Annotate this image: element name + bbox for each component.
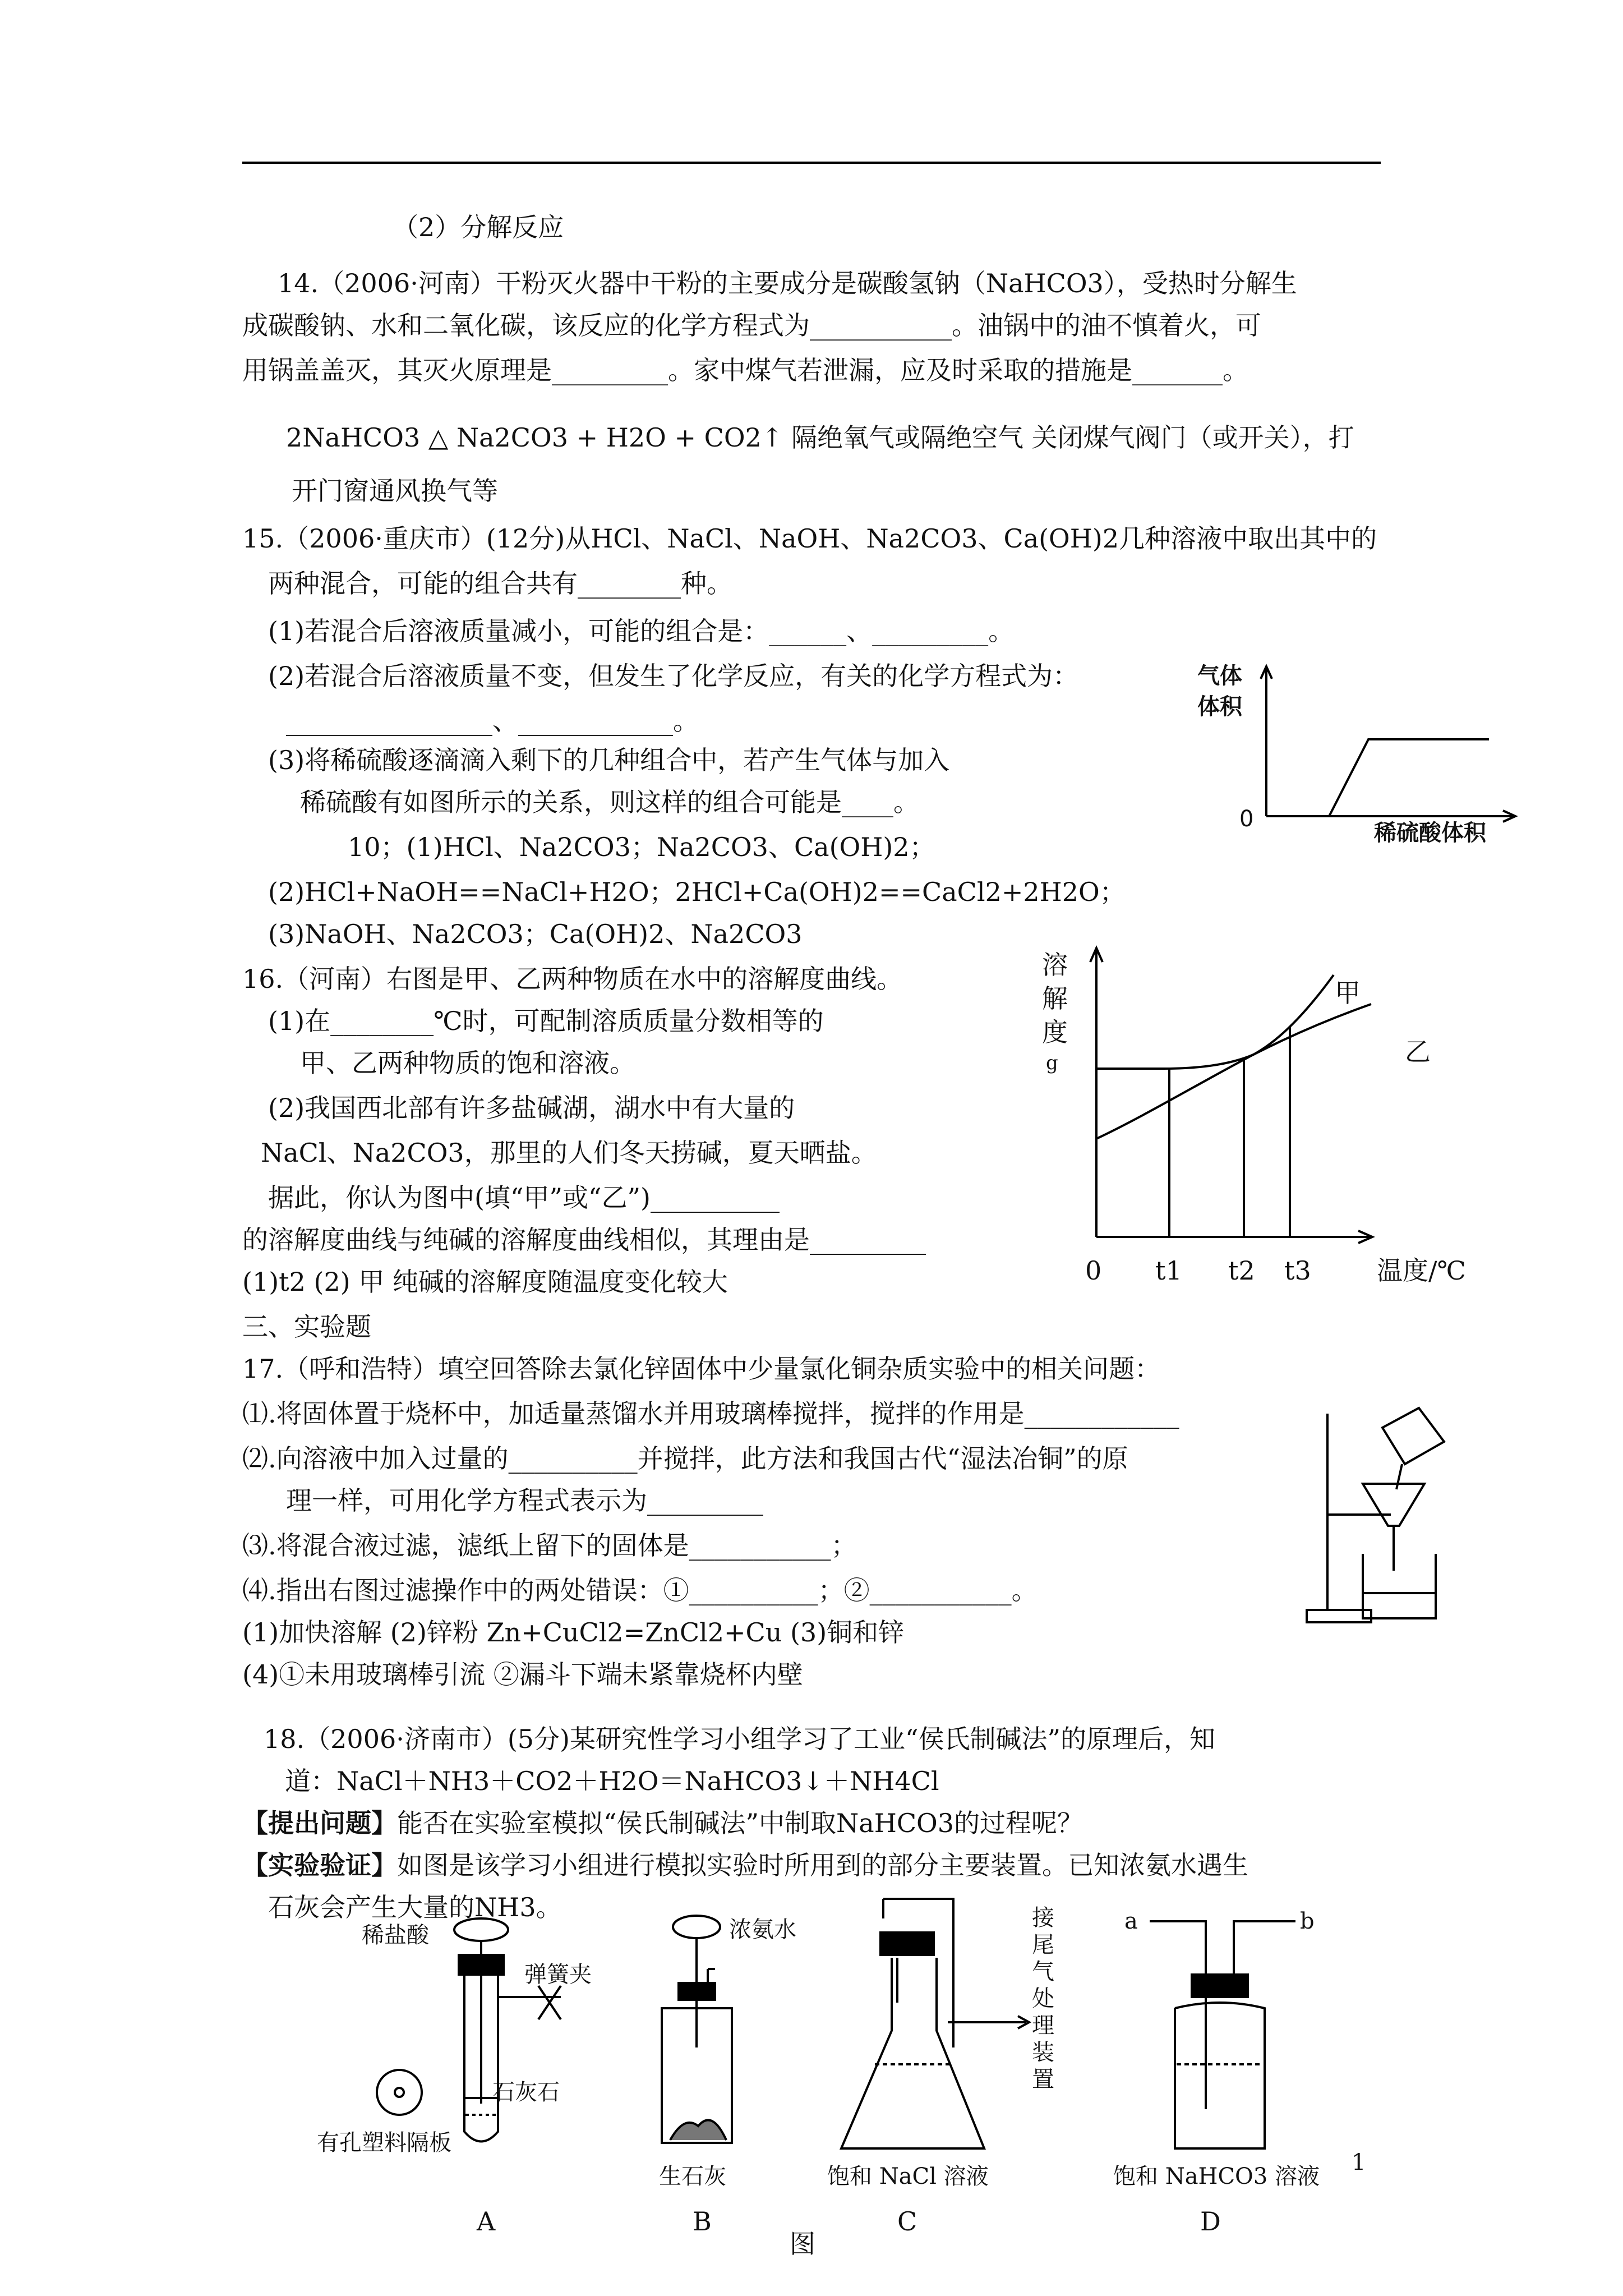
q17-line-1: 17.（呼和浩特）填空回答除去氯化锌固体中少量氯化铜杂质实验中的相关问题： <box>242 1354 1161 1384</box>
b-ammonia-label: 浓氨水 <box>729 1917 796 1943</box>
q16-line-1: 16.（河南）右图是甲、乙两种物质在水中的溶解度曲线。 <box>242 964 903 994</box>
apparatus-d <box>1150 1921 1295 2148</box>
b-stopper <box>679 1983 715 2000</box>
funnel <box>1363 1484 1424 1526</box>
beaker <box>1363 1554 1436 1618</box>
gas-volume-graph <box>1261 666 1515 822</box>
page-number: 1 <box>1352 2150 1366 2175</box>
q18-line-2: 道：NaCl＋NH3＋CO2＋H2O＝NaHCO3↓＋NH4Cl <box>285 1766 939 1796</box>
stand-base <box>1307 1610 1371 1622</box>
q16-line-6: 据此，你认为图中(填“甲”或“乙”)__________ <box>268 1182 780 1213</box>
q15-line-1: 15.（2006·重庆市）(12分)从HCl、NaCl、NaOH、Na2CO3、Ca(OH)2几种溶液中取出其中的 <box>242 523 1377 554</box>
apparatus-b <box>662 1916 732 2143</box>
graph16-xlabel: 温度/℃ <box>1377 1255 1466 1286</box>
q17-answer-1: (1)加快溶解 (2)锌粉 Zn+CuCl2=ZnCl2+Cu (3)铜和锌 <box>242 1617 905 1648</box>
q16-line-7: 的溶解度曲线与纯碱的溶解度曲线相似，其理由是_________ <box>242 1225 926 1255</box>
q18-tag-experiment: 【实验验证】 <box>242 1850 397 1880</box>
figure-caption: 图 <box>790 2229 815 2259</box>
d-tube-b <box>1234 1921 1295 1975</box>
curve-yi <box>1096 1004 1371 1139</box>
apparatus-c <box>841 1899 1029 2148</box>
q18-text-experiment: 如图是该学习小组进行模拟实验时所用到的部分主要装置。已知浓氨水遇生 <box>397 1850 1248 1880</box>
curve-jia-label: 甲 <box>1335 978 1361 1008</box>
graph16-origin: 0 <box>1085 1255 1102 1286</box>
q18-line-4 <box>242 1848 1248 1882</box>
d-a-label: a <box>1124 1908 1138 1934</box>
c-tail-2: 尾 <box>1032 1932 1054 1958</box>
curve-yi-label: 乙 <box>1405 1037 1431 1067</box>
q16-answer-1: (1)t2 (2) 甲 纯碱的溶解度随温度变化较大 <box>242 1267 728 1297</box>
a-clip-label: 弹簧夹 <box>524 1962 592 1987</box>
q15-line-3: (1)若混合后溶液质量减小，可能的组合是：______、_________。 <box>268 616 1015 646</box>
a-plate-hole <box>395 2088 404 2097</box>
graph16-ylabel-3: 度 <box>1042 1017 1068 1047</box>
q15-answer-1: 10；(1)HCl、Na2CO3；Na2CO3、Ca(OH)2； <box>348 832 935 862</box>
c-tail-7: 置 <box>1032 2067 1054 2092</box>
q16-line-5: NaCl、Na2CO3，那里的人们冬天捞碱，夏天晒盐。 <box>261 1138 877 1168</box>
graph15-ylabel-1: 气体 <box>1197 663 1242 689</box>
q17-line-6: ⑷.指出右图过滤操作中的两处错误：①__________；②___________。 <box>242 1575 1038 1605</box>
label-d: D <box>1200 2206 1221 2237</box>
q17-line-2: ⑴.将固体置于烧杯中，加适量蒸馏水并用玻璃棒搅拌，搅拌的作用是____________ <box>242 1398 1179 1429</box>
graph16-t1: t1 <box>1155 1255 1182 1286</box>
solubility-graph <box>1090 948 1372 1243</box>
graph15-curve <box>1329 739 1489 816</box>
d-solution-label: 饱和 NaHCO3 溶液 <box>1113 2164 1320 2189</box>
q18-tag-question: 【提出问题】 <box>242 1808 397 1838</box>
q14-line-3: 用锅盖盖灭，其灭火原理是_________。家中煤气若泄漏，应及时采取的措施是_______。 <box>242 355 1248 385</box>
q15-answer-2: (2)HCl+NaOH==NaCl+H2O；2HCl+Ca(OH)2==CaCl2+2H2O； <box>268 877 1126 907</box>
graph16-t2: t2 <box>1228 1255 1255 1286</box>
a-acid-label: 稀盐酸 <box>362 1922 429 1948</box>
q16-line-4: (2)我国西北部有许多盐碱湖，湖水中有大量的 <box>268 1093 795 1123</box>
graph15-ylabel-2: 体积 <box>1197 694 1242 720</box>
q17-answer-2: (4)①未用玻璃棒引流 ②漏斗下端未紧靠烧杯内壁 <box>242 1659 803 1690</box>
b-lime <box>670 2120 726 2140</box>
q15-line-6: (3)将稀硫酸逐滴滴入剩下的几种组合中，若产生气体与加入 <box>268 745 950 775</box>
a-stopper <box>459 1955 504 1975</box>
q18-line-5: 石灰会产生大量的NH3。 <box>268 1892 562 1922</box>
b-funnel-bulb <box>673 1916 720 1938</box>
graph15-xlabel: 稀硫酸体积 <box>1374 820 1486 846</box>
d-stopper <box>1192 1975 1248 1997</box>
label-a: A <box>477 2206 496 2237</box>
label-c: C <box>897 2206 917 2237</box>
c-solution-label: 饱和 NaCl 溶液 <box>827 2164 989 2189</box>
graph16-ylabel-1: 溶 <box>1042 950 1068 980</box>
q14-answer-1: 2NaHCO3 △ Na2CO3 + H2O + CO2↑ 隔绝氧气或隔绝空气 关闭煤气阀门（或开关），打 <box>286 422 1354 453</box>
d-bottle <box>1175 2003 1265 2148</box>
a-plate-detail <box>377 2070 422 2115</box>
q15-line-4: (2)若混合后溶液质量不变，但发生了化学反应，有关的化学方程式为： <box>268 661 1079 691</box>
q15-answer-3: (3)NaOH、Na2CO3；Ca(OH)2、Na2CO3 <box>268 919 803 949</box>
c-tail-4: 处 <box>1032 1986 1054 2012</box>
c-stopper <box>880 1932 934 1955</box>
curve-jia <box>1096 975 1334 1069</box>
c-tail-6: 装 <box>1032 2040 1054 2065</box>
label-b: B <box>693 2206 712 2237</box>
c-flask <box>841 1958 984 2148</box>
q18-line-1: 18.（2006·济南市）(5分)某研究性学习小组学习了工业“侯氏制碱法”的原理后，知 <box>264 1724 1216 1754</box>
q17-line-3: ⑵.向溶液中加入过量的__________并搅拌，此方法和我国古代“湿法冶铜”的原 <box>242 1443 1128 1474</box>
a-stone-label: 石灰石 <box>492 2079 560 2105</box>
q14-answer-2: 开门窗通风换气等 <box>292 476 498 506</box>
q15-line-7: 稀硫酸有如图所示的关系，则这样的组合可能是____。 <box>300 787 919 817</box>
c-tail-3: 气 <box>1032 1959 1054 1985</box>
q14-line-2: 成碳酸钠、水和二氧化碳，该反应的化学方程式为___________。油锅中的油不慎着火，可 <box>242 310 1261 341</box>
q17-line-4: 理一样，可用化学方程式表示为_________ <box>286 1485 763 1516</box>
q16-line-3: 甲、乙两种物质的饱和溶液。 <box>300 1048 635 1078</box>
graph16-ylabel-4: g <box>1046 1052 1058 1074</box>
filtration-apparatus <box>1307 1408 1444 1622</box>
pour-stream <box>1396 1464 1402 1489</box>
q17-line-5: ⑶.将混合液过滤，滤纸上留下的固体是___________； <box>242 1530 857 1561</box>
section-3-heading: 三、实验题 <box>242 1312 371 1342</box>
b-lime-label: 生石灰 <box>659 2164 726 2189</box>
section-2-heading: （2）分解反应 <box>393 212 564 242</box>
graph16-t3: t3 <box>1284 1255 1311 1286</box>
q18-line-3 <box>242 1806 1083 1840</box>
q18-text-question: 能否在实验室模拟“侯氏制碱法”中制取NaHCO3的过程呢？ <box>397 1808 1083 1838</box>
graph15-origin: 0 <box>1239 806 1254 832</box>
q16-line-2: (1)在________℃时，可配制溶质质量分数相等的 <box>268 1006 824 1036</box>
q15-line-5: ________________、____________。 <box>286 706 699 736</box>
c-tail-5: 理 <box>1032 2013 1054 2039</box>
d-tube-a <box>1150 1921 1206 2109</box>
q14-line-1: 14.（2006·河南）干粉灭火器中干粉的主要成分是碳酸氢钠（NaHCO3），受热时分解生 <box>278 268 1297 298</box>
c-tail-1: 接 <box>1032 1905 1054 1931</box>
q15-line-2: 两种混合，可能的组合共有________种。 <box>268 568 732 599</box>
d-b-label: b <box>1300 1908 1315 1934</box>
a-plate-label: 有孔塑料隔板 <box>317 2130 451 2156</box>
graph16-ylabel-2: 解 <box>1042 983 1068 1014</box>
pouring-beaker <box>1382 1408 1444 1464</box>
c-inlet <box>883 1899 953 2047</box>
